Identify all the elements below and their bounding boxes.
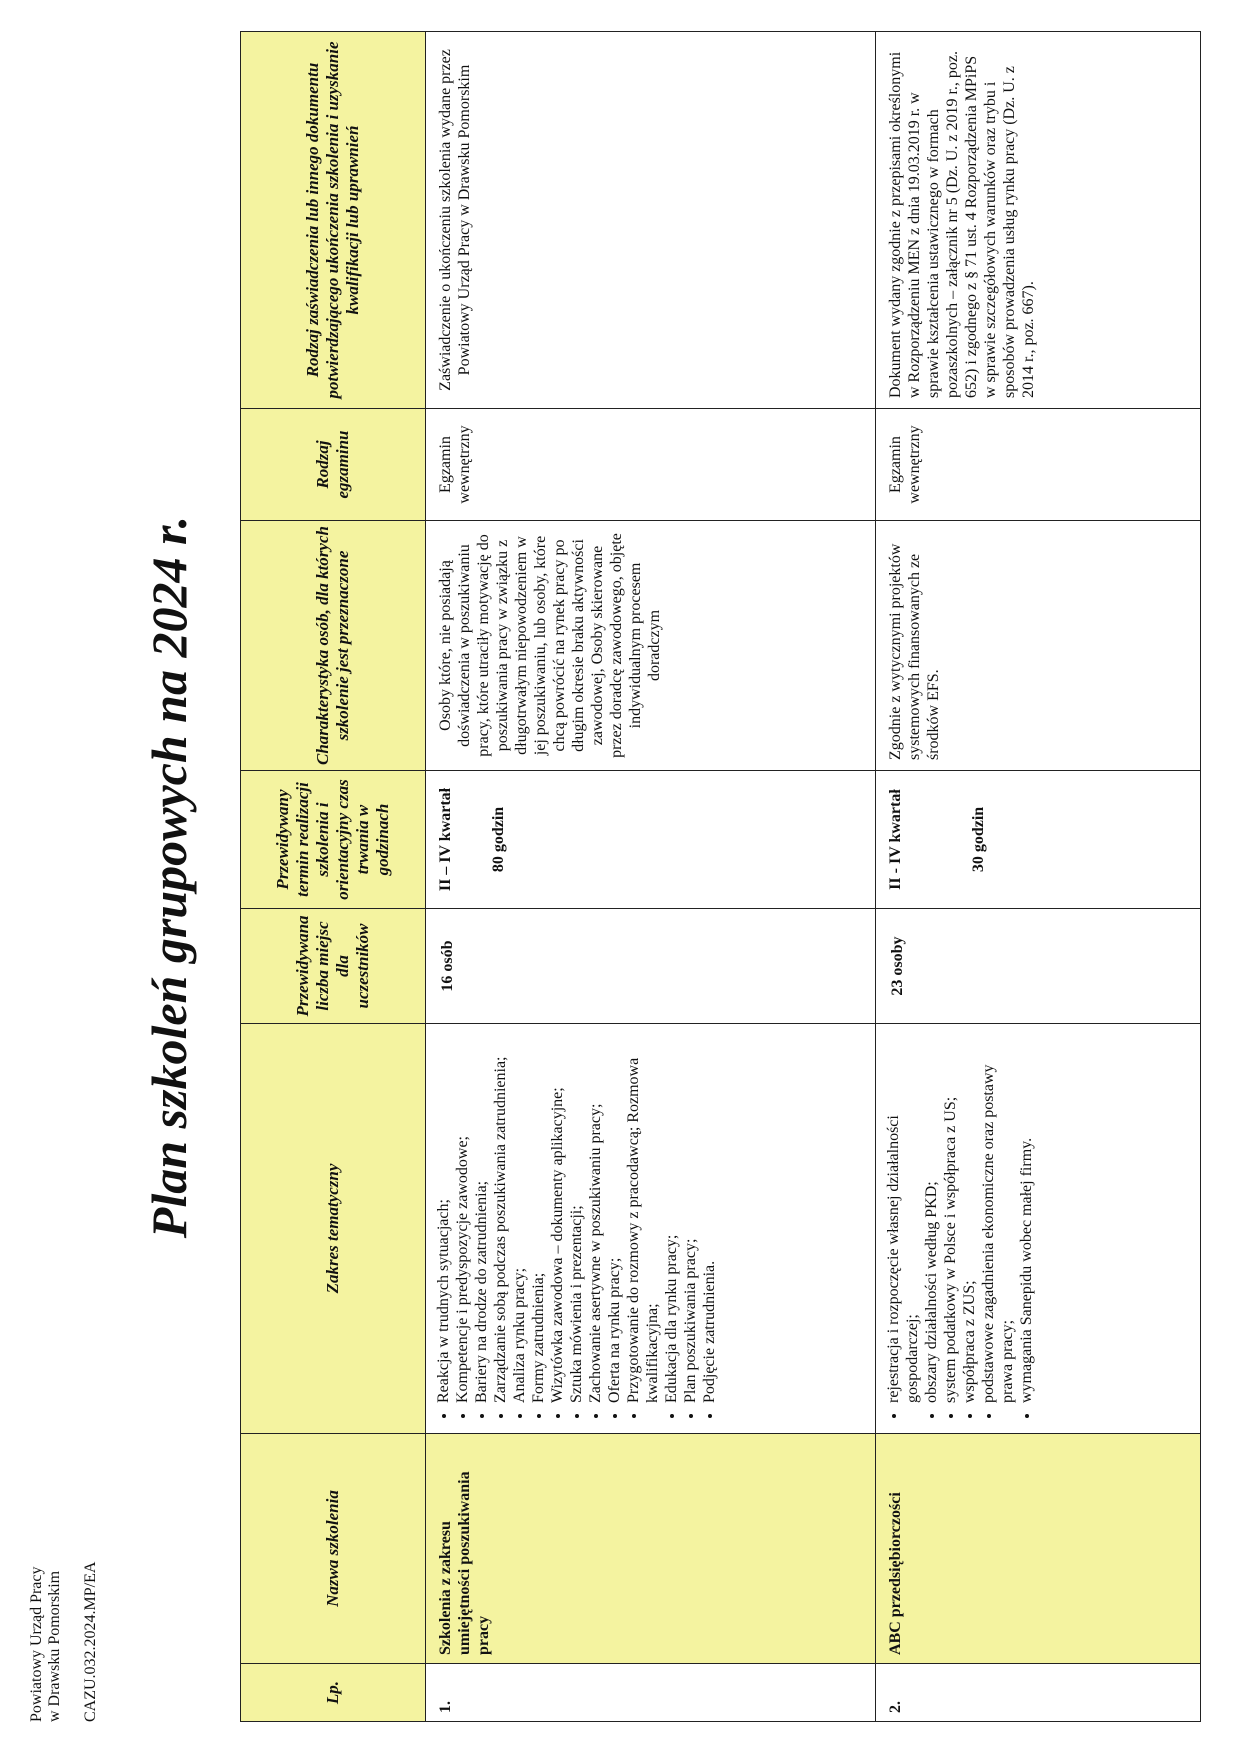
table-row	[426, 32, 876, 1722]
list-item: • Edukacja dla rynku pracy;	[662, 1034, 681, 1403]
list-item: • podstawowe zagadnienia ekonomiczne oraz postawy prawa pracy;	[979, 1034, 1017, 1403]
training-plan-table	[240, 31, 1201, 1722]
header-exam: Rodzaj egzaminu	[241, 409, 426, 521]
document-code: CAZU.032.2024.MP/EA	[82, 1561, 99, 1722]
list-item: • Bariery na drodze do zatrudnienia;	[472, 1034, 491, 1403]
office-header	[28, 1562, 100, 1722]
participants-characteristics: Osoby które, nie posiadają doświadczenia w poszukiwaniu pracy, które utraciły motywację do poszukiwania pracy w związku z długotrwałym niepowodzeniem w jej poszukiwaniu, lub osoby, które chcą powrócić na rynek pracy po długim okresie braku aktywności zawodowej, Osoby skierowane przez doradcę zawodowego, objęte indywidualnym procesem doradczym	[426, 521, 876, 771]
list-item: • Podjęcie zatrudnienia.	[700, 1034, 719, 1403]
list-item: • Plan poszukiwania pracy;	[681, 1034, 700, 1403]
table-row	[876, 32, 1201, 1722]
list-item: • obszary działalności według PKD;	[922, 1034, 941, 1403]
row-number: 2.	[876, 1664, 1201, 1722]
exam-type: Egzamin wewnętrzny	[426, 409, 876, 521]
row-number: 1.	[426, 1664, 876, 1722]
office-name-line2: w Drawsku Pomorskim	[46, 1570, 63, 1722]
certificate-type: Dokument wydany zgodnie z przepisami określonymi w Rozporządzeniu MEN z dnia 19.03.2019 r. w sprawie kształcenia ustawicznego w formach pozaszkolnych – załącznik nr 5 (Dz. U. z 2019 r., poz. 652) i zgodnego z § 71 ust. 4 Rozporządzenia MPiPS w sprawie szczegółowych warunków oraz trybu i sposobów prowadzenia usług rynku pracy (Dz. U. z 2014 r., poz. 667).	[876, 32, 1201, 409]
topics-cell	[426, 1024, 876, 1434]
page-title: Plan szkoleń grupowych na 2024 r.	[141, 515, 197, 1239]
list-item: • Sztuka mówienia i prezentacji;	[567, 1034, 586, 1403]
list-item: • Reakcja w trudnych sytuacjach;	[434, 1034, 453, 1403]
term-period: II - IV kwartał	[887, 789, 904, 890]
term-hours: 30 godzin	[970, 806, 987, 873]
list-item: • wymagania Sanepidu wobec małej firmy.	[1017, 1034, 1036, 1403]
participants-characteristics: Zgodnie z wytycznymi projektów systemowych finansowanych ze środków EFS.	[876, 521, 1201, 771]
list-item: • system podatkowy w Polsce i współpraca z US;	[941, 1034, 960, 1403]
term-cell	[876, 771, 1201, 909]
list-item: • Oferta na rynku pracy;	[605, 1034, 624, 1403]
certificate-type: Zaświadczenie o ukończeniu szkolenia wydane przez Powiatowy Urząd Pracy w Drawsku Pomorskim	[426, 32, 876, 409]
header-term: Przewidywany termin realizacji szkolenia i orientacyjny czas trwania w godzinach	[241, 771, 426, 909]
list-item: • Analiza rynku pracy;	[510, 1034, 529, 1403]
places-count: 23 osoby	[876, 909, 1201, 1024]
list-item: • rejestracja i rozpoczęcie własnej działalności gospodarczej;	[884, 1034, 922, 1403]
term-hours: 80 godzin	[490, 806, 507, 873]
list-item: • Wizytówka zawodowa – dokumenty aplikacyjne;	[548, 1034, 567, 1403]
list-item: • Formy zatrudnienia;	[529, 1034, 548, 1403]
topics-list	[884, 1034, 1036, 1429]
header-characteristics: Charakterystyka osób, dla których szkolenie jest przeznaczone	[241, 521, 426, 771]
list-item: • Zachowanie asertywne w poszukiwaniu pracy;	[586, 1034, 605, 1403]
training-name: ABC przedsiębiorczości	[876, 1434, 1201, 1664]
training-name: Szkolenia z zakresu umiejętności poszukiwania pracy	[426, 1434, 876, 1664]
header-lp: Lp.	[241, 1664, 426, 1722]
list-item: • Zarządzanie sobą podczas poszukiwania zatrudnienia;	[491, 1034, 510, 1403]
list-item: • współpraca z ZUS;	[960, 1034, 979, 1403]
list-item: • Przygotowanie do rozmowy z pracodawcą; Rozmowa kwalifikacyjna;	[624, 1034, 662, 1403]
topics-list	[434, 1034, 719, 1429]
header-name: Nazwa szkolenia	[241, 1434, 426, 1664]
term-period: II – IV kwartał	[437, 787, 454, 892]
header-places: Przewidywana liczba miejsc dla uczestników	[241, 909, 426, 1024]
topics-cell	[876, 1024, 1201, 1434]
header-certificate: Rodzaj zaświadczenia lub innego dokumentu potwierdzającego ukończenia szkolenia i uzyskanie kwalifikacji lub uprawnień	[241, 32, 426, 409]
office-name-line1: Powiatowy Urząd Pracy	[28, 1566, 45, 1722]
list-item: • Kompetencje i predyspozycje zawodowe;	[453, 1034, 472, 1403]
table-header-row	[241, 32, 426, 1722]
header-topics: Zakres tematyczny	[241, 1024, 426, 1434]
term-cell	[426, 771, 876, 909]
places-count: 16 osób	[426, 909, 876, 1024]
exam-type: Egzamin wewnętrzny	[876, 409, 1201, 521]
